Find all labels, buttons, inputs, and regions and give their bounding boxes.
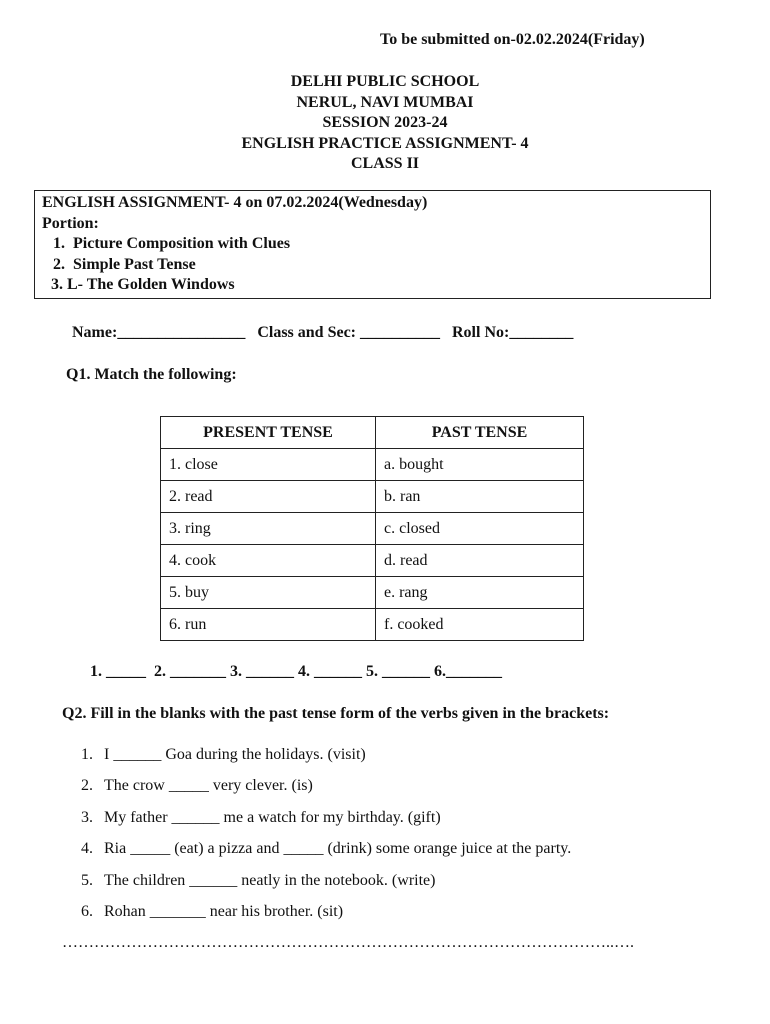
- list-item: [81, 903, 571, 934]
- item-text[interactable]: Rohan _______ near his brother. (sit): [104, 902, 344, 920]
- info-title: ENGLISH ASSIGNMENT- 4 on 07.02.2024(Wednesday): [42, 194, 428, 211]
- item-number: 2.: [81, 777, 93, 795]
- present-cell: 5. buy: [161, 577, 376, 609]
- roll-no-field[interactable]: Roll No:________: [452, 324, 574, 341]
- table-row: [161, 545, 584, 577]
- item-number: 1.: [81, 746, 93, 763]
- table-row: [161, 609, 584, 641]
- table-row: [161, 577, 584, 609]
- q2-title: Q2. Fill in the blanks with the past tense form of the verbs given in the brackets:: [62, 705, 610, 722]
- document-header: [0, 72, 770, 175]
- item-number: 4.: [81, 840, 93, 858]
- item-text[interactable]: I ______ Goa during the holidays. (visit): [104, 746, 366, 763]
- present-cell: 1. close: [161, 449, 376, 481]
- portion-item-text: Simple Past Tense: [73, 255, 196, 273]
- item-number: 3.: [81, 808, 93, 826]
- portion-item: [42, 275, 710, 296]
- portion-item-number: 2.: [53, 255, 65, 273]
- q1-title: Q1. Match the following:: [66, 366, 237, 383]
- past-cell: c. closed: [376, 513, 584, 545]
- match-table: [160, 416, 584, 641]
- class-sec-field[interactable]: Class and Sec: __________: [257, 324, 440, 341]
- list-item: [81, 872, 571, 903]
- list-item: [81, 746, 571, 777]
- present-cell: 2. read: [161, 481, 376, 513]
- session: SESSION 2023-24: [322, 114, 448, 132]
- portion-label: Portion:: [42, 214, 99, 232]
- item-text[interactable]: The children ______ neatly in the notebook. (write): [104, 871, 436, 889]
- item-text[interactable]: The crow _____ very clever. (is): [104, 777, 313, 795]
- column-header-past: PAST TENSE: [376, 417, 584, 449]
- portion-item: [42, 255, 710, 276]
- list-item: [81, 809, 571, 840]
- item-text[interactable]: My father ______ me a watch for my birthday. (gift): [104, 808, 441, 826]
- assignment-title: ENGLISH PRACTICE ASSIGNMENT- 4: [241, 134, 529, 152]
- present-cell: 4. cook: [161, 545, 376, 577]
- list-item: [81, 840, 571, 871]
- past-cell: e. rang: [376, 577, 584, 609]
- present-cell: 6. run: [161, 609, 376, 641]
- school-location: NERUL, NAVI MUMBAI: [296, 93, 474, 111]
- q2-list: [81, 746, 571, 934]
- past-cell: a. bought: [376, 449, 584, 481]
- table-row: [161, 449, 584, 481]
- table-row: [161, 513, 584, 545]
- class-label: CLASS II: [350, 155, 420, 173]
- portion-item-text: L- The Golden Windows: [67, 276, 235, 293]
- portion-item-number: 1.: [53, 235, 65, 252]
- portion-item: [42, 234, 710, 255]
- past-cell: f. cooked: [376, 609, 584, 641]
- assignment-info-box: [34, 190, 711, 299]
- item-number: 5.: [81, 871, 93, 889]
- table-header-row: [161, 417, 584, 449]
- student-details-line: [72, 324, 573, 342]
- submission-date: To be submitted on-02.02.2024(Friday): [380, 31, 645, 48]
- portion-item-number: 3.: [51, 276, 63, 293]
- past-cell: b. ran: [376, 481, 584, 513]
- school-name: DELHI PUBLIC SCHOOL: [290, 73, 480, 90]
- footer-dotted-line: …………………………………………………………………………………………..….: [62, 934, 634, 951]
- table-row: [161, 481, 584, 513]
- list-item: [81, 777, 571, 808]
- q1-answer-line[interactable]: 1. _____ 2. _______ 3. ______ 4. ______ 5. ______ 6._______: [90, 663, 502, 680]
- name-field[interactable]: Name:________________: [72, 324, 246, 341]
- item-number: 6.: [81, 902, 93, 920]
- portion-item-text: Picture Composition with Clues: [73, 235, 291, 252]
- column-header-present: PRESENT TENSE: [161, 417, 376, 449]
- present-cell: 3. ring: [161, 513, 376, 545]
- past-cell: d. read: [376, 545, 584, 577]
- item-text[interactable]: Ria _____ (eat) a pizza and _____ (drink) some orange juice at the party.: [104, 840, 572, 858]
